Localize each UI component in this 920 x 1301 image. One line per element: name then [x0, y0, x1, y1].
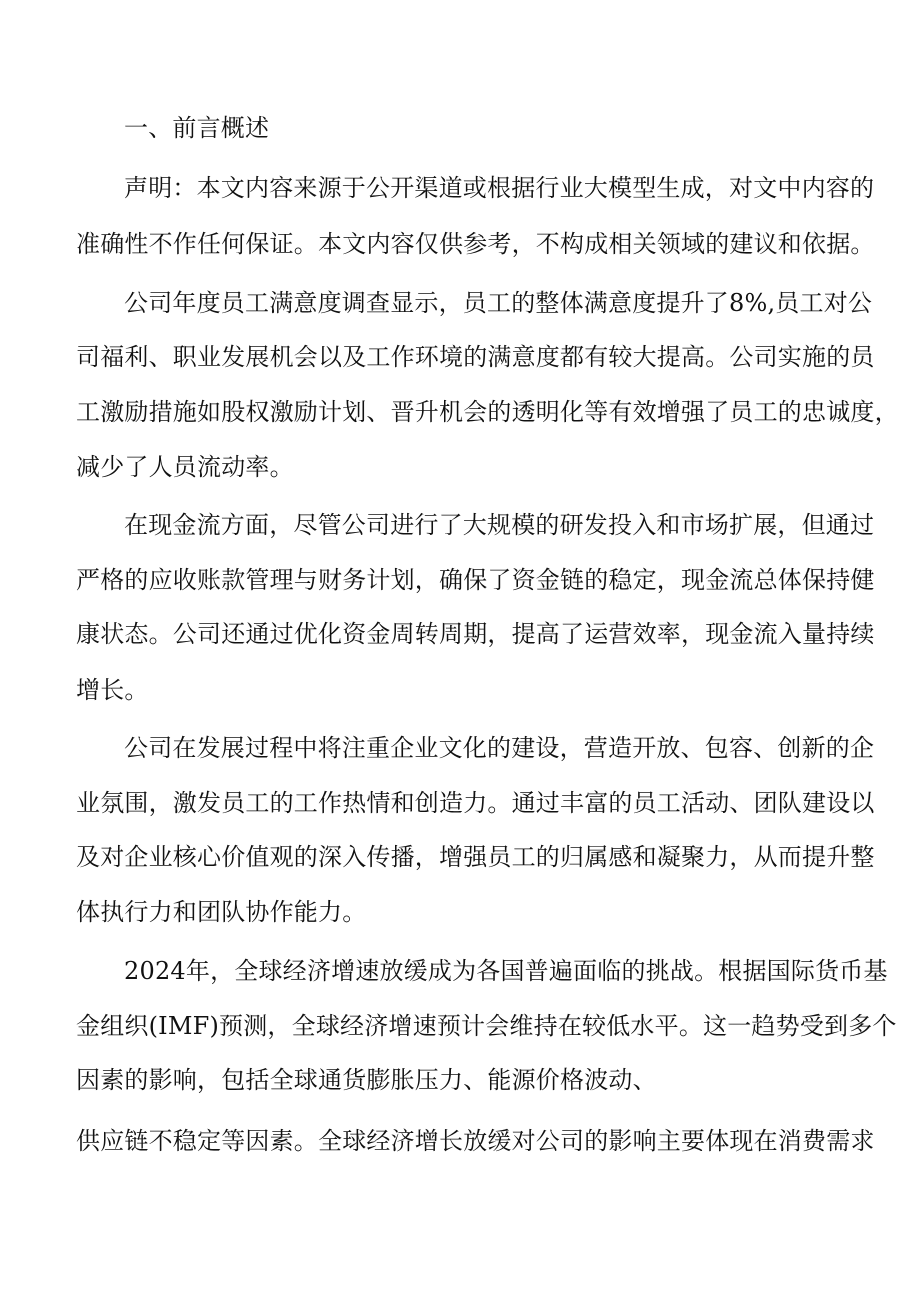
paragraph-line: 业氛围，激发员工的工作热情和创造力。通过丰富的员工活动、团队建设以	[76, 789, 875, 817]
paragraph-line: 工激励措施如股权激励计划、晋升机会的透明化等有效增强了员工的忠诚度，	[76, 398, 899, 426]
paragraph-line: 公司年度员工满意度调查显示，员工的整体满意度提升了8%,员工对公	[124, 289, 873, 317]
paragraph-line: 准确性不作任何保证。本文内容仅供参考，不构成相关领域的建议和依据。	[76, 230, 875, 258]
paragraph-line: 因素的影响，包括全球通货膨胀压力、能源价格波动、	[76, 1066, 657, 1094]
paragraph-line: 严格的应收账款管理与财务计划，确保了资金链的稳定，现金流总体保持健	[76, 566, 875, 594]
paragraph-line: 在现金流方面，尽管公司进行了大规模的研发投入和市场扩展，但通过	[124, 511, 875, 539]
paragraph-line: 增长。	[76, 676, 149, 704]
paragraph-line: 及对企业核心价值观的深入传播，增强员工的归属感和凝聚力，从而提升整	[76, 843, 875, 871]
section-heading: 一、前言概述	[124, 114, 270, 142]
paragraph-line: 康状态。公司还通过优化资金周转周期，提高了运营效率，现金流入量持续	[76, 620, 875, 648]
paragraph-line: 减少了人员流动率。	[76, 453, 294, 481]
paragraph-line: 供应链不稳定等因素。全球经济增长放缓对公司的影响主要体现在消费需求	[76, 1127, 875, 1155]
paragraph-line: 司福利、职业发展机会以及工作环境的满意度都有较大提高。公司实施的员	[76, 343, 875, 371]
paragraph-line: 声明：本文内容来源于公开渠道或根据行业大模型生成，对文中内容的	[124, 174, 875, 202]
paragraph-line: 公司在发展过程中将注重企业文化的建设，营造开放、包容、创新的企	[124, 734, 875, 762]
paragraph-line: 体执行力和团队协作能力。	[76, 898, 367, 926]
paragraph-line: 金组织(IMF)预测，全球经济增速预计会维持在较低水平。这一趋势受到多个	[76, 1012, 897, 1040]
paragraph-line: 2024年，全球经济增速放缓成为各国普遍面临的挑战。根据国际货币基	[124, 957, 888, 985]
